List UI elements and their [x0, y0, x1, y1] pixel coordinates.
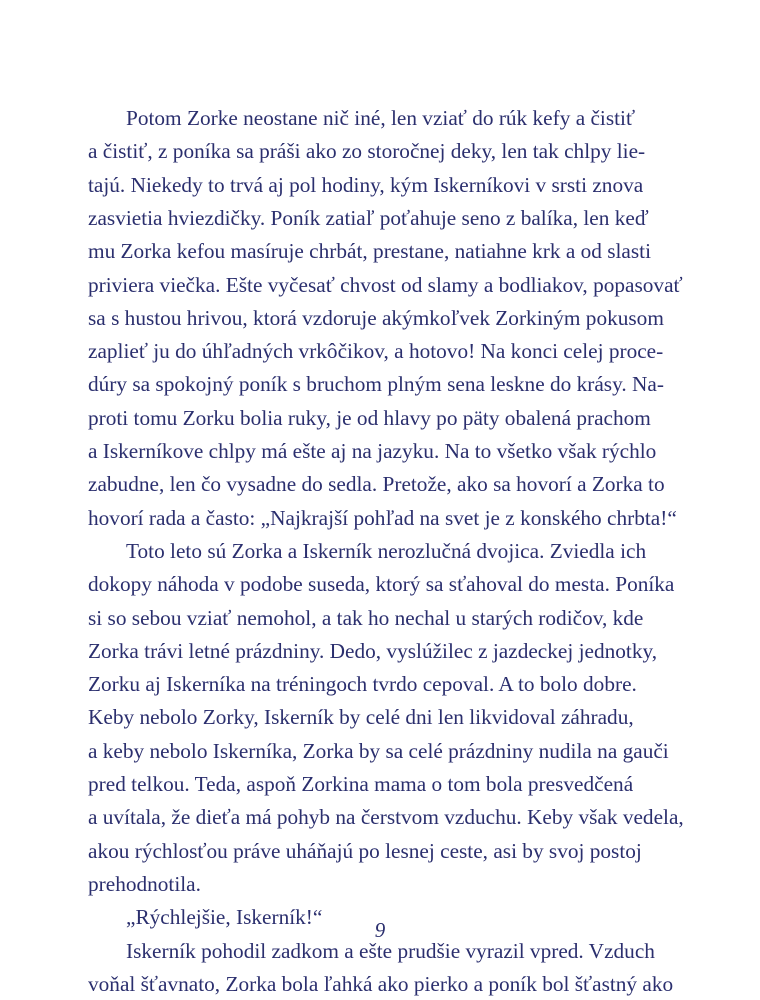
page-number: 9 — [374, 918, 386, 942]
text-line: proti tomu Zorku bolia ruky, je od hlavy po päty obalená prachom — [88, 405, 651, 430]
text-line: hovorí rada a často: „Najkrajší pohľad na svet je z konského chrbta!“ — [88, 505, 677, 530]
text-line: a uvítala, že dieťa má pohyb na čerstvom vzduchu. Keby však vedela, — [88, 805, 684, 830]
text-line: Potom Zorke neostane nič iné, len vziať do rúk kefy a čistiť — [126, 106, 636, 130]
text-line: tajú. Niekedy to trvá aj pol hodiny, kým Iskerníkovi v srsti znova — [88, 172, 644, 197]
text-line: Iskerník pohodil zadkom a ešte prudšie vyrazil vpred. Vzduch — [126, 938, 655, 963]
text-line: a keby nebolo Iskerníka, Zorka by sa celé prázdniny nudila na gauči — [88, 738, 669, 763]
text-line: Zorku aj Iskerníka na tréningoch tvrdo cepoval. A to bolo dobre. — [88, 672, 637, 697]
text-line: akou rýchlosťou práve uháňajú po lesnej ceste, asi by svoj postoj — [88, 838, 642, 863]
text-line: zaplieť ju do úhľadných vrkôčikov, a hotovo! Na konci celej proce- — [88, 339, 664, 364]
text-line: dokopy náhoda v podobe suseda, ktorý sa sťahoval do mesta. Poníka — [88, 572, 675, 597]
text-line: Toto leto sú Zorka a Iskerník nerozlučná dvojica. Zviedla ich — [126, 538, 647, 563]
text-line: Keby nebolo Zorky, Iskerník by celé dni len likvidoval záhradu, — [88, 705, 634, 730]
text-line: zabudne, len čo vysadne do sedla. Pretože, ako sa hovorí a Zorka to — [88, 472, 665, 497]
text-line: prehodnotila. — [88, 871, 201, 896]
text-line: zasvietia hviezdičky. Poník zatiaľ poťahuje seno z balíka, len keď — [88, 205, 649, 230]
text-line: a Iskerníkove chlpy má ešte aj na jazyku. Na to všetko však rýchlo — [88, 439, 657, 463]
text-line: a čistiť, z poníka sa práši ako zo storočnej deky, len tak chlpy lie- — [88, 139, 646, 164]
text-line: priviera viečka. Ešte vyčesať chvost od slamy a bodliakov, popasovať — [88, 272, 683, 297]
text-line: voňal šťavnato, Zorka bola ľahká ako pierko a poník bol šťastný ako — [88, 971, 674, 996]
text-line: dúry sa spokojný poník s bruchom plným sena leskne do krásy. Na- — [88, 372, 664, 397]
text-line: Zorka trávi letné prázdniny. Dedo, vyslúžilec z jazdeckej jednotky, — [88, 638, 658, 663]
text-line: sa s hustou hrivou, ktorá vzdoruje akýmkoľvek Zorkiným pokusom — [88, 305, 664, 330]
text-line: pred telkou. Teda, aspoň Zorkina mama o tom bola presvedčená — [88, 772, 634, 796]
text-line: mu Zorka kefou masíruje chrbát, prestane, natiahne krk a od slasti — [88, 239, 651, 264]
text-line: si so sebou vziať nemohol, a tak ho nechal u starých rodičov, kde — [88, 605, 644, 630]
text-line: „Rýchlejšie, Iskerník!“ — [126, 905, 323, 930]
